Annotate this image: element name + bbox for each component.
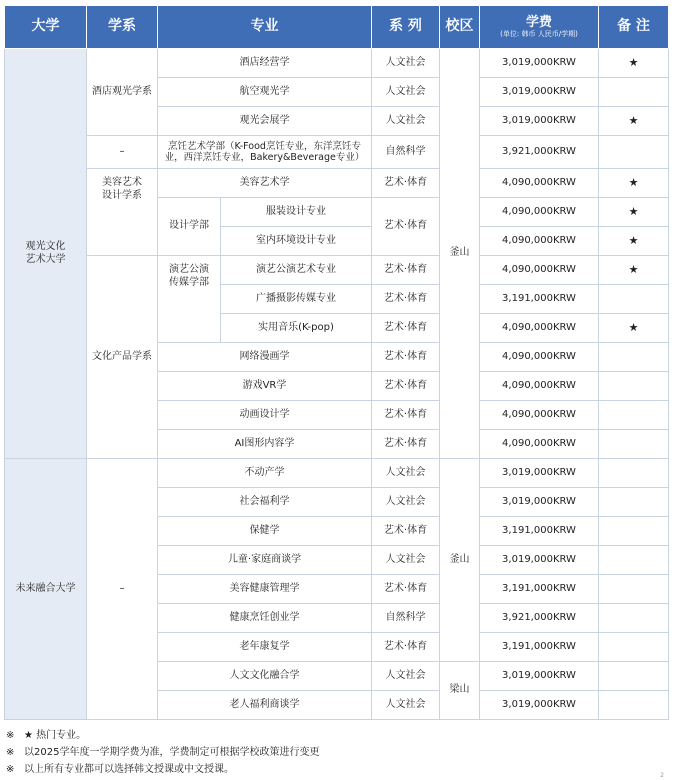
category-cell: 艺术·体育 <box>372 169 440 198</box>
college-cell: 未来融合大学 <box>5 459 87 720</box>
footnote-text: ★ 热门专业。 <box>24 730 87 741</box>
category-cell: 艺术·体育 <box>372 285 440 314</box>
category-cell: 人文社会 <box>372 107 440 136</box>
header-college: 大学 <box>5 6 87 49</box>
header-fee-label: 学费 <box>525 14 552 30</box>
category-cell: 艺术·体育 <box>372 198 440 256</box>
table-row <box>5 169 669 198</box>
fee-cell: 3,019,000KRW <box>480 691 599 720</box>
major-cell: 动画设计学 <box>158 401 372 430</box>
category-cell: 艺术·体育 <box>372 575 440 604</box>
fee-cell: 3,191,000KRW <box>480 575 599 604</box>
fee-cell: 3,921,000KRW <box>480 136 599 169</box>
major-cell: 烹饪艺术学部（K-Food烹饪专业，东洋烹饪专业，西洋烹饪专业，Bakery&Beverage专业） <box>158 136 372 169</box>
dept-cell: – <box>87 459 158 720</box>
fee-cell: 3,019,000KRW <box>480 662 599 691</box>
star-icon: ★ <box>599 169 669 198</box>
major-cell: 服装设计专业 <box>221 198 372 227</box>
note-cell <box>599 343 669 372</box>
dept-cell: – <box>87 136 158 169</box>
header-fee-unit: (单位: 韩币 人民币/学期) <box>500 29 578 38</box>
fee-cell: 4,090,000KRW <box>480 227 599 256</box>
category-cell: 人文社会 <box>372 49 440 78</box>
note-cell <box>599 691 669 720</box>
campus-cell: 釜山 <box>440 49 480 459</box>
note-cell <box>599 633 669 662</box>
category-cell: 人文社会 <box>372 459 440 488</box>
subdept-cell: 演艺公演 传媒学部 <box>158 256 221 343</box>
category-cell: 自然科学 <box>372 604 440 633</box>
header-category: 系 列 <box>372 6 440 49</box>
fee-cell: 4,090,000KRW <box>480 401 599 430</box>
fee-cell: 3,019,000KRW <box>480 49 599 78</box>
category-cell: 艺术·体育 <box>372 401 440 430</box>
note-cell <box>599 488 669 517</box>
category-cell: 艺术·体育 <box>372 517 440 546</box>
category-cell: 艺术·体育 <box>372 256 440 285</box>
fee-cell: 4,090,000KRW <box>480 198 599 227</box>
note-cell <box>599 285 669 314</box>
table-row <box>5 136 669 169</box>
star-icon: ★ <box>599 49 669 78</box>
footnote <box>6 744 319 761</box>
category-cell: 艺术·体育 <box>372 633 440 662</box>
fee-cell: 3,191,000KRW <box>480 285 599 314</box>
major-cell: 酒店经营学 <box>158 49 372 78</box>
dept-cell: 酒店观光学系 <box>87 49 158 136</box>
note-cell <box>599 662 669 691</box>
note-cell <box>599 459 669 488</box>
star-icon: ★ <box>599 107 669 136</box>
fee-cell: 3,019,000KRW <box>480 107 599 136</box>
major-cell: 老人福利商谈学 <box>158 691 372 720</box>
note-cell <box>599 430 669 459</box>
fee-cell: 4,090,000KRW <box>480 169 599 198</box>
fee-cell: 4,090,000KRW <box>480 314 599 343</box>
category-cell: 人文社会 <box>372 691 440 720</box>
major-cell: 观光会展学 <box>158 107 372 136</box>
major-cell: 航空观光学 <box>158 78 372 107</box>
note-cell <box>599 401 669 430</box>
header-note: 备 注 <box>599 6 669 49</box>
note-cell <box>599 517 669 546</box>
footnote-text: 以2025学年度一学期学费为准，学费制定可根据学校政策进行变更 <box>24 747 320 758</box>
major-cell: 健康烹饪创业学 <box>158 604 372 633</box>
note-cell <box>599 136 669 169</box>
note-cell <box>599 546 669 575</box>
category-cell: 人文社会 <box>372 78 440 107</box>
major-cell: 人文文化融合学 <box>158 662 372 691</box>
category-cell: 人文社会 <box>372 546 440 575</box>
major-cell: 老年康复学 <box>158 633 372 662</box>
category-cell: 艺术·体育 <box>372 430 440 459</box>
major-cell: AI图形内容学 <box>158 430 372 459</box>
fee-cell: 3,019,000KRW <box>480 78 599 107</box>
major-cell: 美容艺术学 <box>158 169 372 198</box>
dept-cell: 美容艺术 设计学系 <box>87 169 158 256</box>
fee-cell: 3,019,000KRW <box>480 488 599 517</box>
footnote <box>6 727 319 744</box>
star-icon: ★ <box>599 198 669 227</box>
note-cell <box>599 575 669 604</box>
header-major: 专业 <box>158 6 372 49</box>
table-row <box>5 49 669 78</box>
note-cell <box>599 78 669 107</box>
fee-cell: 4,090,000KRW <box>480 256 599 285</box>
campus-cell: 釜山 <box>440 459 480 662</box>
category-cell: 人文社会 <box>372 662 440 691</box>
footnote <box>6 761 319 778</box>
category-cell: 自然科学 <box>372 136 440 169</box>
header-row <box>5 6 669 49</box>
header-campus: 校区 <box>440 6 480 49</box>
fee-cell: 4,090,000KRW <box>480 372 599 401</box>
footnote-text: 以上所有专业都可以选择韩文授课或中文授课。 <box>24 764 234 775</box>
fee-cell: 4,090,000KRW <box>480 343 599 372</box>
major-cell: 室内环境设计专业 <box>221 227 372 256</box>
major-cell: 演艺公演艺术专业 <box>221 256 372 285</box>
note-cell <box>599 604 669 633</box>
reference-mark-icon: ※ <box>6 747 15 758</box>
header-dept: 学系 <box>87 6 158 49</box>
fee-cell: 3,191,000KRW <box>480 517 599 546</box>
fee-cell: 4,090,000KRW <box>480 430 599 459</box>
fee-cell: 3,019,000KRW <box>480 459 599 488</box>
header-fee <box>480 6 599 49</box>
category-cell: 艺术·体育 <box>372 343 440 372</box>
table-row <box>5 459 669 488</box>
fee-cell: 3,191,000KRW <box>480 633 599 662</box>
major-cell: 保健学 <box>158 517 372 546</box>
major-cell: 游戏VR学 <box>158 372 372 401</box>
subdept-cell: 设计学部 <box>158 198 221 256</box>
campus-cell: 梁山 <box>440 662 480 720</box>
table-row <box>5 256 669 285</box>
page-number: 2 <box>660 772 664 779</box>
major-cell: 网络漫画学 <box>158 343 372 372</box>
major-cell: 不动产学 <box>158 459 372 488</box>
fee-cell: 3,019,000KRW <box>480 546 599 575</box>
footnotes <box>6 727 319 778</box>
category-cell: 人文社会 <box>372 488 440 517</box>
star-icon: ★ <box>599 227 669 256</box>
college-cell: 观光文化 艺术大学 <box>5 49 87 459</box>
category-cell: 艺术·体育 <box>372 314 440 343</box>
major-cell: 美容健康管理学 <box>158 575 372 604</box>
fee-cell: 3,921,000KRW <box>480 604 599 633</box>
tuition-table <box>4 5 669 720</box>
star-icon: ★ <box>599 256 669 285</box>
reference-mark-icon: ※ <box>6 730 15 741</box>
major-cell: 实用音乐(K-pop) <box>221 314 372 343</box>
major-cell: 广播摄影传媒专业 <box>221 285 372 314</box>
star-icon: ★ <box>599 314 669 343</box>
major-cell: 社会福利学 <box>158 488 372 517</box>
note-cell <box>599 372 669 401</box>
dept-cell: 文化产品学系 <box>87 256 158 459</box>
category-cell: 艺术·体育 <box>372 372 440 401</box>
major-cell: 儿童·家庭商谈学 <box>158 546 372 575</box>
reference-mark-icon: ※ <box>6 764 15 775</box>
